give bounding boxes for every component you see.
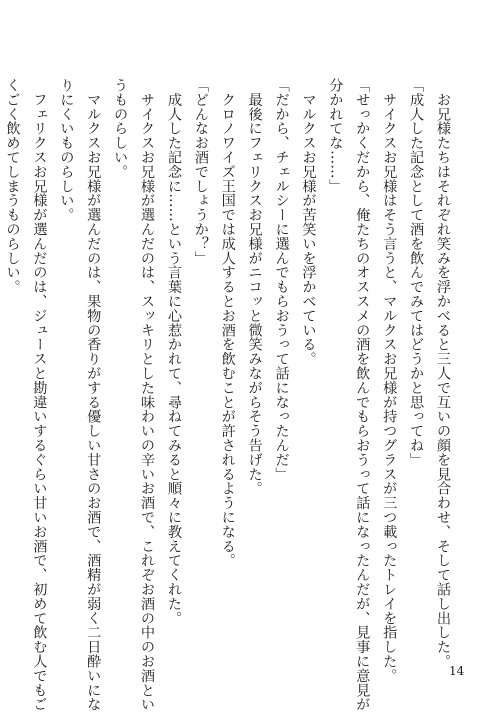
- text-line: くごく飲めてしまうものらしい。: [4, 78, 21, 294]
- page-number: 14: [449, 664, 465, 678]
- text-line: マルクスお兄様が選んだのは、果物の香りがする優しい甘さのお酒で、酒精が弱く二日酔いにな: [85, 78, 102, 712]
- text-line: クロノワイズ王国では成人するとお酒を飲むことが許されるようになる。: [219, 78, 236, 568]
- text-line: お兄様たちはそれぞれ笑みを浮かべると三人で互いの顔を見合わせ、そして話し出した。: [435, 78, 451, 669]
- text-line: 分かれてな……」: [327, 78, 344, 194]
- text-line: サイクスお兄様が選んだのは、スッキリとした味わいの辛いお酒で、これぞお酒の中のお酒とい: [139, 78, 156, 712]
- text-line: 「だから、チェルシーに選んでもらおうって話になったんだ」: [273, 78, 290, 482]
- text-line: マルクスお兄様が苦笑いを浮かべている。: [300, 78, 317, 366]
- text-line: うものらしい。: [112, 78, 129, 179]
- text-line: 成人した記念に……という言葉に心惹かれて、尋ねてみると順々に教えてくれた。: [165, 78, 182, 626]
- text-line: 最後にフェリクスお兄様がニコッと微笑みながらそう告げた。: [246, 78, 263, 496]
- text-line: 「せっかくだから、俺たちのオススメの酒を飲んでもらおうって話になったんだが、見事に意見が: [354, 78, 371, 712]
- text-line: フェリクスお兄様が選んだのは、ジュースと勘違いするぐらい甘いお酒で、初めて飲む人でもご: [31, 78, 48, 712]
- vertical-text-body: [4, 78, 456, 712]
- text-line: 「成人した記念として酒を飲んでみてはどうかと思ってね」: [408, 78, 425, 467]
- text-line: 「どんなお酒でしょうか？」: [192, 78, 209, 266]
- text-line: りにくいものらしい。: [58, 78, 75, 222]
- text-line: サイクスお兄様はそう言うと、マルクスお兄様が持つグラスが三つ載ったトレイを指した。: [381, 78, 398, 683]
